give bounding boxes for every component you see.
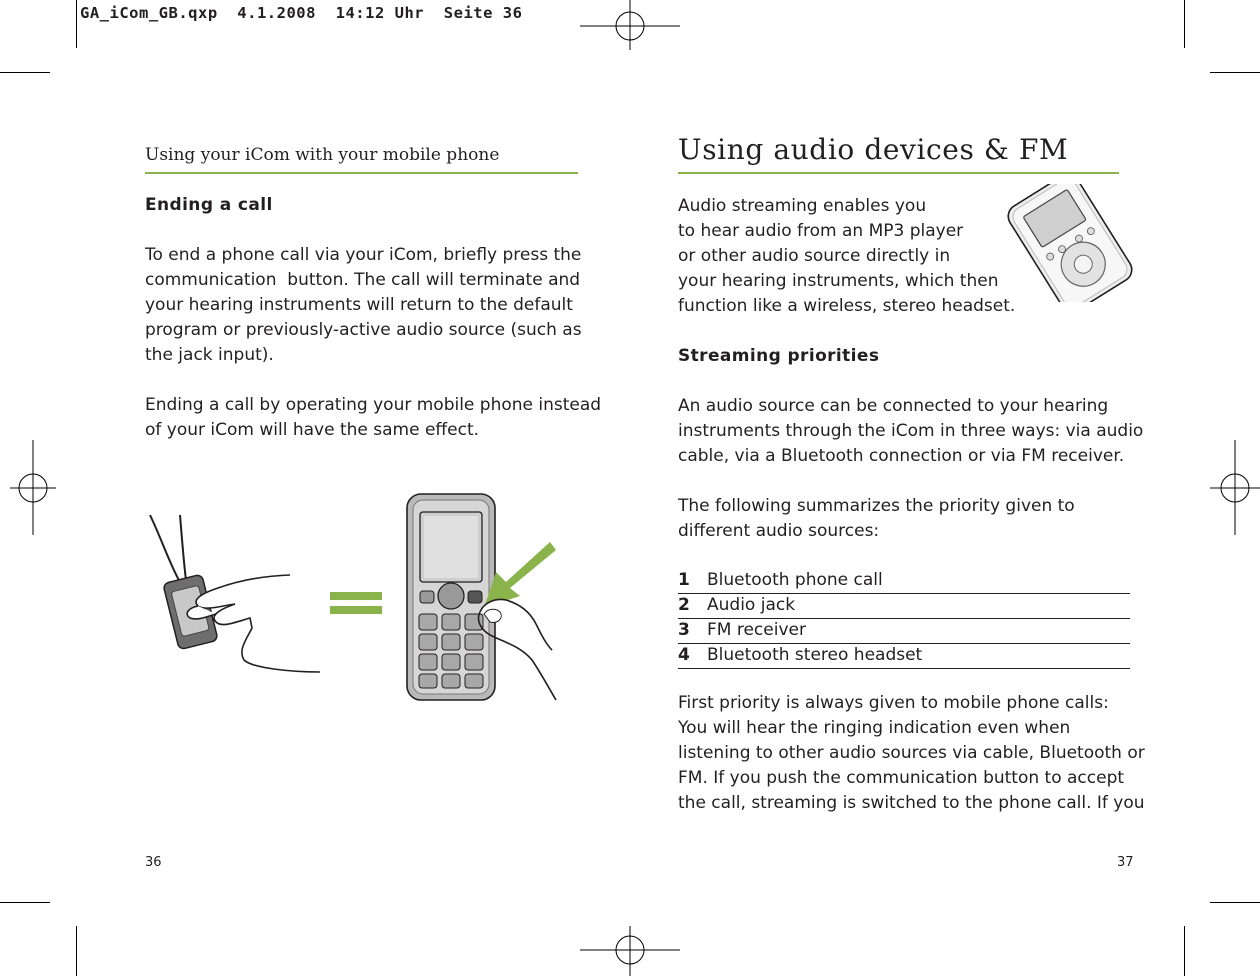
streaming-paragraph-2: The following summarizes the priority given to different audio sources: <box>678 496 1075 541</box>
streaming-paragraph-3: First priority is always given to mobile phone calls: You will hear the ringing indication even when listening to other audio sources via cable, Bluetooth or FM. If you push the communication button to accept the call, streaming is switched to the phone call. If you <box>678 693 1145 813</box>
left-page-header: Using your iCom with your mobile phone <box>145 145 500 165</box>
priority-number: 3 <box>678 620 690 640</box>
priority-number: 2 <box>678 595 690 615</box>
left-header-rule <box>145 172 578 174</box>
audio-streaming-intro: Audio streaming enables you to hear audio from an MP3 player or other audio source directly in your hearing instruments, which then function like a wireless, stereo headset. <box>678 196 1016 316</box>
priority-row <box>678 568 1130 594</box>
priority-label: Bluetooth stereo headset <box>707 645 923 665</box>
priority-row <box>678 593 1130 619</box>
priority-label: FM receiver <box>707 620 806 640</box>
streaming-paragraph-1: An audio source can be connected to your hearing instruments through the iCom in three ways: via audio cable, via a Bluetooth connection or via FM receiver. <box>678 396 1144 466</box>
ending-call-heading: Ending a call <box>145 195 273 215</box>
priority-row <box>678 618 1130 644</box>
streaming-priorities-heading: Streaming priorities <box>678 346 880 366</box>
right-page-number: 37 <box>1117 855 1134 870</box>
right-page-title: Using audio devices & FM <box>678 133 1069 166</box>
priority-label: Bluetooth phone call <box>707 570 883 590</box>
ending-call-paragraph-1: To end a phone call via your iCom, briefly press the communication button. The call will terminate and your hearing instruments will return to the default program or previously-active audio source (such as the jack input). <box>145 245 582 365</box>
icom-hand-illustration <box>140 510 340 680</box>
ending-call-paragraph-2: Ending a call by operating your mobile phone instead of your iCom will have the same effect. <box>145 395 602 440</box>
priority-label: Audio jack <box>707 595 796 615</box>
mp3-player-illustration <box>1000 184 1140 302</box>
right-title-rule <box>678 172 1119 174</box>
priority-number: 4 <box>678 645 690 665</box>
printer-slug: GA_iCom_GB.qxp 4.1.2008 14:12 Uhr Seite 36 <box>80 4 523 22</box>
priority-number: 1 <box>678 570 690 590</box>
equals-icon <box>330 592 382 616</box>
left-page-number: 36 <box>145 855 162 870</box>
priority-row <box>678 643 1130 669</box>
mobile-phone-illustration <box>400 490 570 715</box>
